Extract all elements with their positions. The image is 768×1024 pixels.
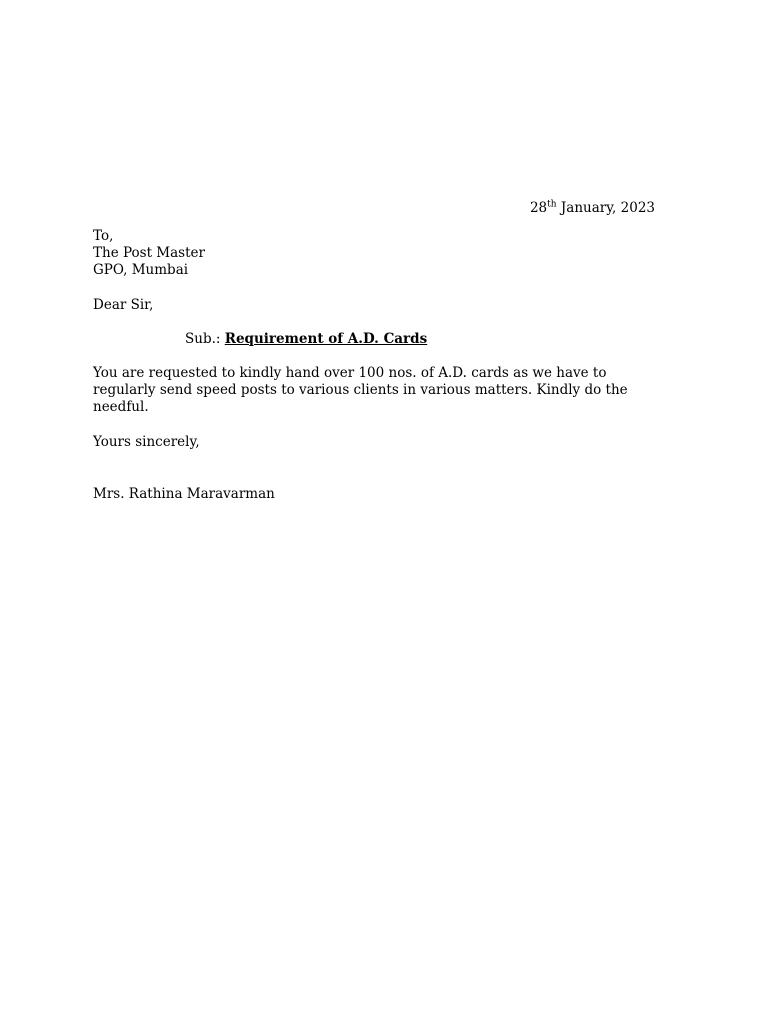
address-line-location: GPO, Mumbai <box>93 262 189 278</box>
date-day: 28 <box>529 200 548 216</box>
salutation: Dear Sir, <box>93 297 154 313</box>
subject-prefix: Sub.: <box>185 331 221 347</box>
letter-body: You are requested to kindly hand over 100 nos. of A.D. cards as we have to regularly send speed posts to various clients in various matters. Kindly do the needful. <box>93 365 628 415</box>
letter-date <box>530 200 655 217</box>
address-line-to: To, <box>93 228 114 244</box>
date-month-year: January, 2023 <box>556 200 655 216</box>
closing: Yours sincerely, <box>93 434 200 450</box>
recipient-address <box>93 228 683 279</box>
signature-name: Mrs. Rathina Maravarman <box>93 486 275 502</box>
subject-line <box>185 331 427 348</box>
date-suffix: th <box>547 199 557 210</box>
address-line-recipient: The Post Master <box>93 245 205 261</box>
subject-text: Requirement of A.D. Cards <box>224 331 428 347</box>
